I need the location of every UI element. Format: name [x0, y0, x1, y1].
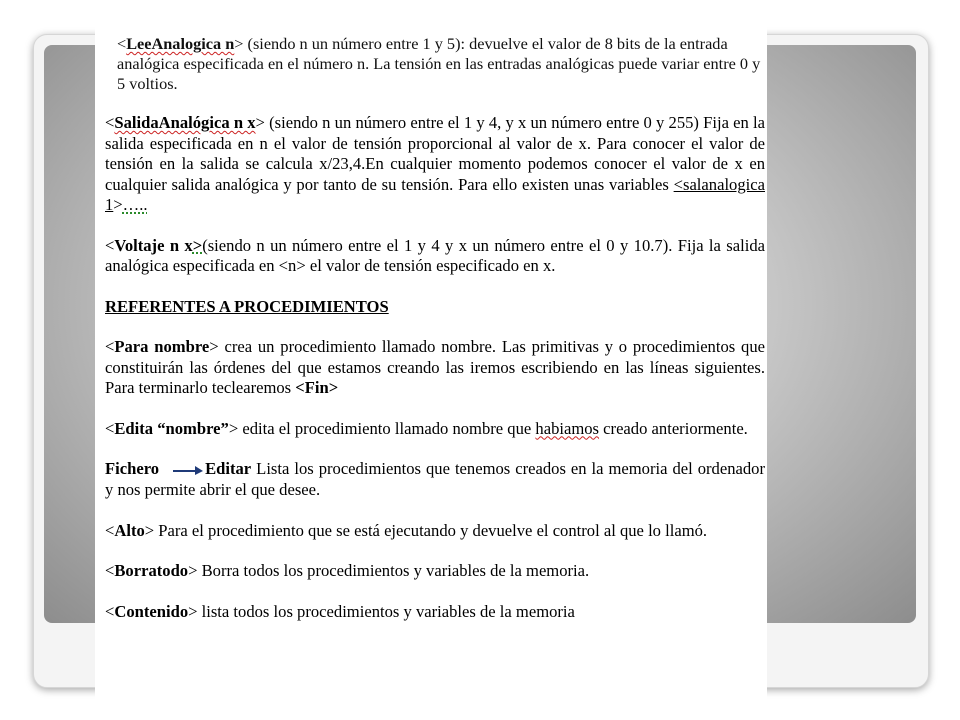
paragraph-salidaanalogica: <SalidaAnalógica n x> (siendo n un número entre el 1 y 4, y x un número entre 0 y 255) Fija en la salida especificada en n el valor de tensión proporcional al valor de x. Para conocer el valor de tensión en la salida se calcula x/23,4.En cualquier momento podemos conocer el valor de x en cualquier salida analógica y por tanto de su tensión. Para ello existen unas variables <salanalogica 1>…..	[105, 113, 765, 214]
document-body	[105, 113, 765, 622]
paragraph-edita: <Edita “nombre”> edita el procedimiento llamado nombre que habiamos creado anteriormente.	[105, 418, 748, 438]
variable-salanalogica: <salanalogica 1	[105, 174, 765, 214]
document-image	[95, 27, 767, 715]
paragraph-voltaje: <Voltaje n x>(siendo n un número entre el 1 y 4 y x un número entre el 0 y 10.7). Fija la salida analógica especificada en <n> el valor de tensión especificado en x.	[105, 235, 765, 275]
paragraph-alto: <Alto> Para el procedimiento que se está ejecutando y devuelve el control al que lo llamó.	[105, 520, 708, 540]
term-voltaje: Voltaje n x	[114, 235, 193, 255]
term-edita: Edita “nombre”	[114, 418, 229, 438]
term-editar: Editar	[205, 459, 252, 478]
term-borratodo: Borratodo	[114, 561, 189, 581]
term-fichero: Fichero	[105, 459, 160, 478]
section-heading: REFERENTES A PROCEDIMIENTOS	[105, 296, 389, 316]
term-contenido: Contenido	[114, 601, 189, 621]
term-para-nombre: Para nombre	[114, 337, 210, 356]
term-salidaanalogica: SalidaAnalógica n x	[114, 113, 256, 132]
ellipsis-marker: …..	[122, 195, 148, 214]
right-arrow-icon	[173, 460, 203, 481]
paragraph-fichero-editar: Fichero Editar Lista los procedimientos que tenemos creados en la memoria del ordenador y nos permite abrir el que desee.	[105, 459, 765, 500]
paragraph-contenido: <Contenido> lista todos los procedimientos y variables de la memoria	[105, 601, 575, 621]
misspelled-word: habiamos	[535, 418, 600, 438]
paragraph-para-nombre: <Para nombre> crea un procedimiento llamado nombre. Las primitivas y o procedimientos que constituirán las órdenes del que estamos creando las iremos escribiendo en las líneas siguientes. Para terminarlo teclearemos <Fin>	[105, 337, 765, 397]
term-fin: <Fin>	[295, 378, 339, 397]
paragraph-borratodo: <Borratodo> Borra todos los procedimientos y variables de la memoria.	[105, 561, 590, 581]
term-alto: Alto	[114, 520, 145, 540]
term-leeanalogica: LeeAnalogica n	[126, 34, 235, 53]
paragraph-leeanalogica: <LeeAnalogica n> (siendo n un número entre 1 y 5): devuelve el valor de 8 bits de la entrada analógica especificada en el número n. La tensión en las entradas analógicas puede variar entre 0 y 5 voltios.	[117, 34, 761, 93]
